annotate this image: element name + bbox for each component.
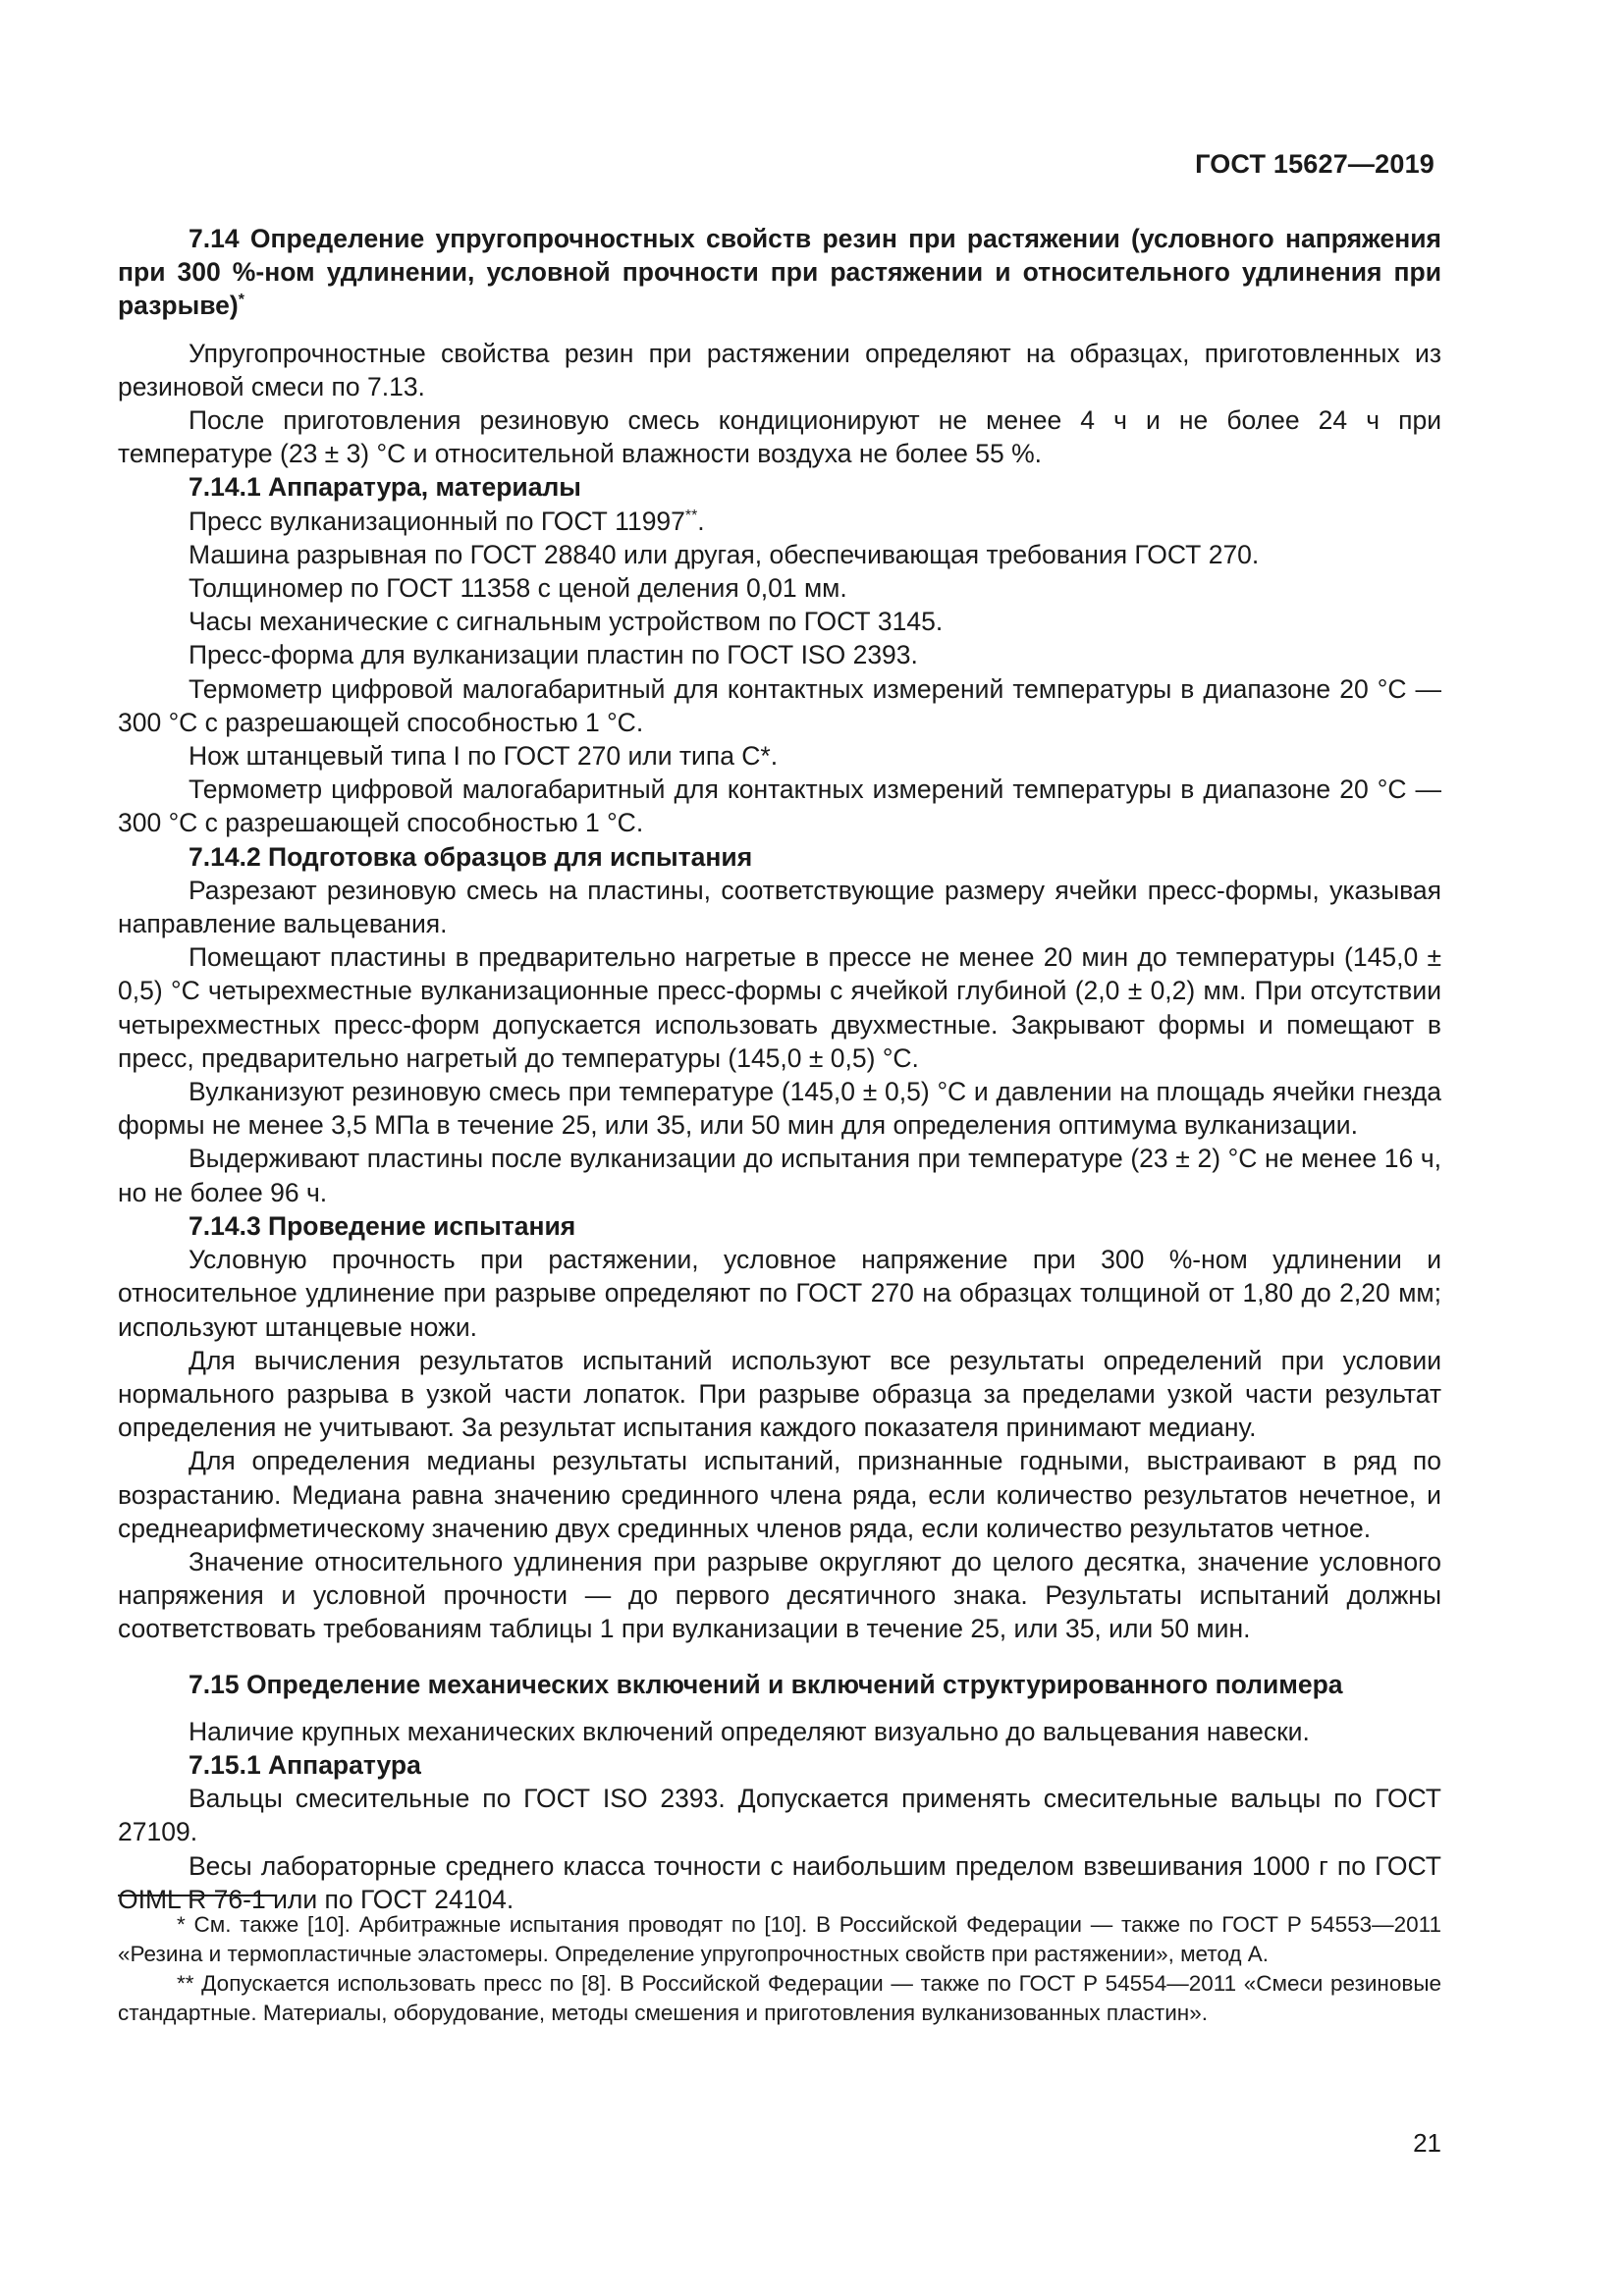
footnote: * См. также [10]. Арбитражные испытания проводят по [10]. В Российской Федерации — также по ГОСТ Р 54553—2011 «Резина и термопластичные эластомеры. Определение упругопрочностных свойств при растяжении», метод А.: [118, 1912, 1441, 1966]
footnotes: [118, 1910, 1441, 2028]
paragraph: Толщиномер по ГОСТ 11358 с ценой деления 0,01 мм.: [189, 573, 847, 604]
paragraph: [118, 505, 1441, 538]
subsection-heading-7-15-1: 7.15.1 Аппаратура: [189, 1749, 421, 1780]
paragraph: Для определения медианы результаты испытаний, признанные годными, выстраивают в ряд по возрастанию. Медиана равна значению срединного члена ряда, если количество результатов нечетное, и среднеарифметическому значению двух срединных членов ряда, если количество результатов четное.: [118, 1446, 1441, 1543]
paragraph: Пресс-форма для вулканизации пластин по ГОСТ ISO 2393.: [189, 640, 918, 670]
paragraph: Значение относительного удлинения при разрыве округляют до целого десятка, значение условного напряжения и условной прочности — до первого десятичного знака. Результаты испытаний должны соответствовать требованиям таблицы 1 при вулканизации в течение 25, или 35, или 50 мин.: [118, 1546, 1441, 1644]
section-heading-text: 7.14 Определение упругопрочностных свойств резин при растяжении (условного напряжения при 300 %-ном удлинении, условной прочности при растяжении и относительного удлинения при разрыве): [118, 224, 1441, 321]
footnote-mark: **: [684, 507, 698, 524]
page-number: 21: [1413, 2128, 1441, 2158]
paragraph: Наличие крупных механических включений определяют визуально до вальцевания навески.: [189, 1716, 1310, 1746]
paragraph: Упругопрочностные свойства резин при растяжении определяют на образцах, приготовленных из резиновой смеси по 7.13.: [118, 338, 1441, 401]
paragraph: Условную прочность при растяжении, условное напряжение при 300 %-ном удлинении и относительное удлинение при разрыве определяют по ГОСТ 270 на образцах толщиной от 1,80 до 2,20 мм; используют штанцевые ножи.: [118, 1245, 1441, 1342]
paragraph: После приготовления резиновую смесь кондиционируют не менее 4 ч и не более 24 ч при температуре (23 ± 3) °С и относительной влажности воздуха не более 55 %.: [118, 405, 1441, 469]
paragraph: Разрезают резиновую смесь на пластины, соответствующие размеру ячейки пресс-формы, указывая направление вальцевания.: [118, 875, 1441, 939]
footnote-mark: *: [238, 292, 244, 309]
paragraph: Вальцы смесительные по ГОСТ ISO 2393. Допускается применять смесительные вальцы по ГОСТ 27109.: [118, 1784, 1441, 1847]
footnote: ** Допускается использовать пресс по [8]. В Российской Федерации — также по ГОСТ Р 54554—2011 «Смеси резиновые стандартные. Материалы, оборудование, методы смешения и приготовления вулканизованных пластин».: [118, 1971, 1441, 2025]
section-heading-7-15: 7.15 Определение механических включений и включений структурированного полимера: [189, 1669, 1343, 1699]
paragraph: Термометр цифровой малогабаритный для контактных измерений температуры в диапазоне 20 °С — 300 °С с разрешающей способностью 1 °С.: [118, 673, 1441, 737]
paragraph: Вулканизуют резиновую смесь при температуре (145,0 ± 0,5) °С и давлении на площадь ячейки гнезда формы не менее 3,5 МПа в течение 25, или 35, или 50 мин для определения оптимума вулканизации.: [118, 1077, 1441, 1141]
paragraph: Помещают пластины в предварительно нагретые в прессе не менее 20 мин до температуры (145,0 ± 0,5) °С четырехместные вулканизационные пресс-формы с ячейкой глубиной (2,0 ± 0,2) мм. При отсутствии четырехместных пресс-форм допускается использовать двухместные. Закрывают формы и помещают в пресс, предварительно нагретый до температуры (145,0 ± 0,5) °С.: [118, 942, 1441, 1073]
paragraph: Термометр цифровой малогабаритный для контактных измерений температуры в диапазоне 20 °С — 300 °С с разрешающей способностью 1 °С.: [118, 774, 1441, 838]
subsection-heading-7-14-3: 7.14.3 Проведение испытания: [189, 1210, 576, 1241]
paragraph: Для вычисления результатов испытаний используют все результаты определений при условии нормального разрыва в узкой части лопаток. При разрыве образца за пределами узкой части результат определения не учитывают. За результат испытания каждого показателя принимают медиану.: [118, 1345, 1441, 1443]
subsection-heading-7-14-2: 7.14.2 Подготовка образцов для испытания: [189, 841, 753, 872]
paragraph: Часы механические с сигнальным устройством по ГОСТ 3145.: [189, 607, 944, 637]
paragraph: Весы лабораторные среднего класса точности с наибольшим пределом взвешивания 1000 г по ГОСТ OIML R 76-1 или по ГОСТ 24104.: [118, 1850, 1441, 1914]
section-heading-7-14: [118, 222, 1441, 323]
paragraph-text-end: .: [697, 506, 705, 536]
footnote-divider: [118, 1895, 275, 1896]
page-content: [118, 222, 1441, 1916]
paragraph: Нож штанцевый типа I по ГОСТ 270 или типа С*.: [189, 741, 779, 772]
subsection-heading-7-14-1: 7.14.1 Аппаратура, материалы: [189, 472, 581, 503]
document-header: ГОСТ 15627—2019: [1195, 149, 1435, 179]
paragraph: Выдерживают пластины после вулканизации до испытания при температуре (23 ± 2) °С не менее 16 ч, но не более 96 ч.: [118, 1144, 1441, 1207]
paragraph: Машина разрывная по ГОСТ 28840 или другая, обеспечивающая требования ГОСТ 270.: [189, 539, 1260, 569]
paragraph-text: Пресс вулканизационный по ГОСТ 11997: [189, 506, 685, 536]
